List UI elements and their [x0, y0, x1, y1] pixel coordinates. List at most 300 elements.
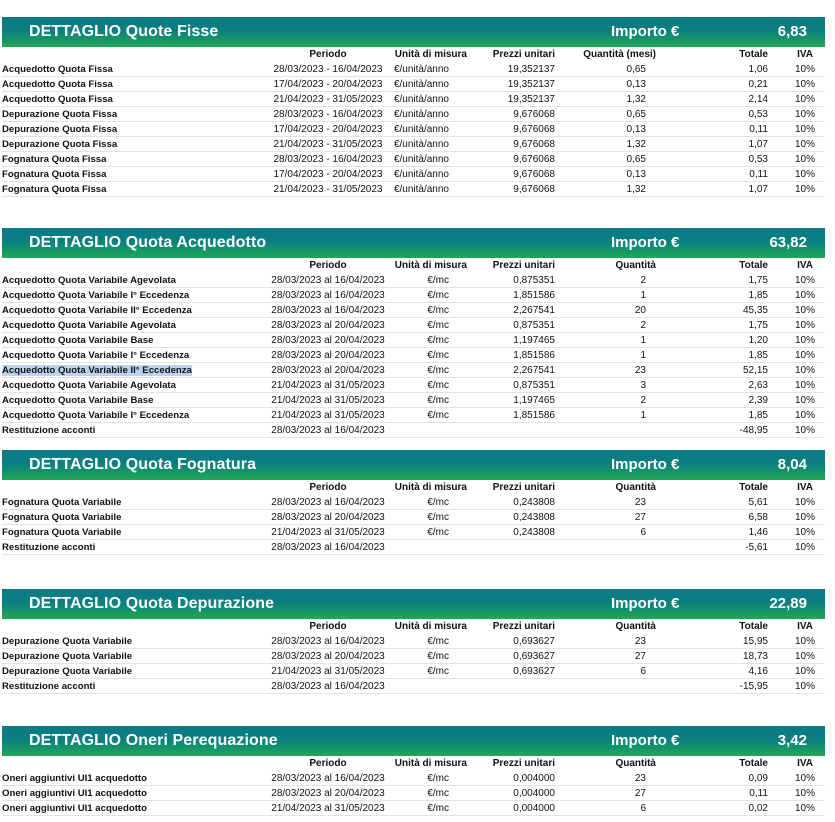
- row-quantita: 1: [577, 333, 674, 348]
- section-quote-fisse: [0, 17, 835, 197]
- row-description-text: Fognatura Quota Variabile: [2, 511, 122, 523]
- row-periodo: 28/03/2023 al 16/04/2023: [207, 423, 387, 438]
- importo-value: 22,89: [769, 595, 807, 612]
- row-description-text: Depurazione Quota Variabile: [2, 665, 133, 677]
- importo-label: Importo €: [611, 23, 680, 40]
- row-unita: €/mc: [387, 510, 477, 525]
- row-unita: €/unità/anno: [387, 152, 477, 167]
- row-totale: 1,75: [674, 273, 774, 288]
- row-iva: 10%: [774, 122, 825, 137]
- row-totale: 2,14: [674, 92, 774, 107]
- table-row: [2, 664, 825, 679]
- row-description: [2, 348, 207, 363]
- row-iva: 10%: [774, 288, 825, 303]
- table-row: [2, 152, 825, 167]
- row-description: [2, 786, 207, 801]
- col-header-unita: Unità di misura: [394, 49, 467, 60]
- detail-table: [2, 756, 825, 816]
- row-totale: 45,35: [674, 303, 774, 318]
- row-quantita: 0,13: [577, 122, 674, 137]
- row-quantita: 23: [577, 771, 674, 786]
- row-iva: 10%: [774, 786, 825, 801]
- row-totale: 1,85: [674, 348, 774, 363]
- col-header-descrizione: [2, 258, 207, 273]
- row-quantita: 2: [577, 318, 674, 333]
- row-periodo: 28/03/2023 al 20/04/2023: [207, 333, 387, 348]
- col-header-iva: IVA: [797, 621, 813, 632]
- row-prezzo: 1,851586: [477, 408, 577, 423]
- row-unita: €/mc: [387, 771, 477, 786]
- row-prezzo: 0,004000: [477, 771, 577, 786]
- row-periodo: 28/03/2023 al 16/04/2023: [207, 303, 387, 318]
- row-periodo: 21/04/2023 al 31/05/2023: [207, 525, 387, 540]
- row-unita: €/mc: [387, 303, 477, 318]
- col-header-periodo: Periodo: [309, 482, 347, 493]
- section-quota-acquedotto: [0, 228, 835, 438]
- row-totale: 1,20: [674, 333, 774, 348]
- col-header-periodo: Periodo: [309, 260, 347, 271]
- section-header: [2, 17, 825, 47]
- col-header-prezzi: Prezzi unitari: [492, 260, 555, 271]
- row-prezzo: 9,676068: [477, 107, 577, 122]
- row-iva: 10%: [774, 92, 825, 107]
- row-periodo: 21/04/2023 - 31/05/2023: [207, 182, 387, 197]
- row-periodo: 21/04/2023 al 31/05/2023: [207, 801, 387, 816]
- row-iva: 10%: [774, 152, 825, 167]
- row-totale: 4,16: [674, 664, 774, 679]
- row-description-text: Depurazione Quota Variabile: [2, 650, 133, 662]
- section-quota-depurazione: [0, 589, 835, 694]
- row-description: [2, 288, 207, 303]
- row-periodo: 28/03/2023 al 20/04/2023: [207, 649, 387, 664]
- table-row: [2, 182, 825, 197]
- row-description-text: Acquedotto Quota Variabile II° Eccedenza: [2, 364, 192, 376]
- row-totale: 0,09: [674, 771, 774, 786]
- row-description-text: Depurazione Quota Fissa: [2, 138, 118, 150]
- row-quantita: [577, 679, 674, 694]
- row-quantita: 1,32: [577, 92, 674, 107]
- col-header-prezzi: Prezzi unitari: [492, 482, 555, 493]
- row-totale: 2,39: [674, 393, 774, 408]
- section-title: DETTAGLIO Oneri Perequazione: [29, 732, 278, 749]
- row-periodo: 28/03/2023 al 16/04/2023: [207, 273, 387, 288]
- row-totale: 0,21: [674, 77, 774, 92]
- section-title: DETTAGLIO Quote Fisse: [29, 23, 219, 40]
- table-row: [2, 649, 825, 664]
- row-periodo: 28/03/2023 al 16/04/2023: [207, 288, 387, 303]
- row-description: [2, 77, 207, 92]
- row-unita: €/unità/anno: [387, 182, 477, 197]
- row-unita: €/unità/anno: [387, 137, 477, 152]
- row-iva: 10%: [774, 679, 825, 694]
- row-description: [2, 273, 207, 288]
- row-description-text: Fognatura Quota Fissa: [2, 183, 107, 195]
- row-quantita: 23: [577, 495, 674, 510]
- row-unita: €/mc: [387, 664, 477, 679]
- col-header-quantita: Quantità: [615, 260, 656, 271]
- importo-value: 6,83: [777, 23, 807, 40]
- row-description-text: Fognatura Quota Fissa: [2, 168, 107, 180]
- row-iva: 10%: [774, 525, 825, 540]
- row-prezzo: 0,693627: [477, 634, 577, 649]
- row-periodo: 28/03/2023 - 16/04/2023: [207, 107, 387, 122]
- row-unita: €/mc: [387, 363, 477, 378]
- row-quantita: [577, 540, 674, 555]
- section-title: DETTAGLIO Quota Depurazione: [29, 595, 275, 612]
- row-iva: 10%: [774, 801, 825, 816]
- row-prezzo: 0,004000: [477, 786, 577, 801]
- col-header-unita: Unità di misura: [394, 260, 467, 271]
- row-prezzo: 19,352137: [477, 92, 577, 107]
- row-totale: 1,46: [674, 525, 774, 540]
- row-description: [2, 801, 207, 816]
- row-unita: €/unità/anno: [387, 167, 477, 182]
- importo-value: 8,04: [777, 456, 807, 473]
- col-header-iva: IVA: [797, 758, 813, 769]
- section-header: [2, 228, 825, 258]
- row-unita: €/mc: [387, 273, 477, 288]
- row-iva: 10%: [774, 408, 825, 423]
- row-quantita: 1,32: [577, 182, 674, 197]
- row-description-text: Depurazione Quota Variabile: [2, 635, 133, 647]
- col-header-descrizione: [2, 47, 207, 62]
- row-iva: 10%: [774, 318, 825, 333]
- row-description: [2, 107, 207, 122]
- table-row: [2, 107, 825, 122]
- row-totale: 0,11: [674, 122, 774, 137]
- row-totale: 1,07: [674, 182, 774, 197]
- row-description-text: Fognatura Quota Variabile: [2, 526, 122, 538]
- row-prezzo: 9,676068: [477, 167, 577, 182]
- row-description-text: Acquedotto Quota Fissa: [2, 93, 113, 105]
- section-quota-fognatura: [0, 450, 835, 555]
- row-periodo: 17/04/2023 - 20/04/2023: [207, 77, 387, 92]
- row-unita: €/mc: [387, 801, 477, 816]
- row-unita: €/mc: [387, 634, 477, 649]
- row-quantita: 0,13: [577, 77, 674, 92]
- row-unita: €/mc: [387, 408, 477, 423]
- row-totale: -5,61: [674, 540, 774, 555]
- row-iva: 10%: [774, 495, 825, 510]
- row-prezzo: 0,875351: [477, 318, 577, 333]
- section-oneri-perequazione: [0, 726, 835, 816]
- row-description: [2, 182, 207, 197]
- row-periodo: 28/03/2023 - 16/04/2023: [207, 62, 387, 77]
- row-unita: [387, 540, 477, 555]
- row-periodo: 28/03/2023 al 16/04/2023: [207, 540, 387, 555]
- row-quantita: 1: [577, 288, 674, 303]
- row-quantita: 0,65: [577, 152, 674, 167]
- row-description: [2, 333, 207, 348]
- col-header-iva: IVA: [797, 482, 813, 493]
- row-periodo: 17/04/2023 - 20/04/2023: [207, 122, 387, 137]
- row-unita: [387, 423, 477, 438]
- row-totale: 1,85: [674, 288, 774, 303]
- row-description: [2, 649, 207, 664]
- row-prezzo: 0,693627: [477, 649, 577, 664]
- row-quantita: 27: [577, 510, 674, 525]
- row-description: [2, 664, 207, 679]
- row-prezzo: 0,875351: [477, 273, 577, 288]
- row-prezzo: 0,243808: [477, 510, 577, 525]
- row-iva: 10%: [774, 333, 825, 348]
- table-row: [2, 801, 825, 816]
- row-description-text: Acquedotto Quota Variabile I° Eccedenza: [2, 289, 190, 301]
- row-quantita: [577, 423, 674, 438]
- col-header-periodo: Periodo: [309, 621, 347, 632]
- row-periodo: 21/04/2023 - 31/05/2023: [207, 92, 387, 107]
- row-periodo: 28/03/2023 al 20/04/2023: [207, 510, 387, 525]
- table-row: [2, 318, 825, 333]
- row-unita: €/mc: [387, 525, 477, 540]
- row-totale: 15,95: [674, 634, 774, 649]
- row-periodo: 28/03/2023 al 20/04/2023: [207, 348, 387, 363]
- row-quantita: 27: [577, 649, 674, 664]
- col-header-totale: Totale: [739, 49, 768, 60]
- row-description: [2, 679, 207, 694]
- row-totale: 5,61: [674, 495, 774, 510]
- row-description: [2, 122, 207, 137]
- row-description-text: Acquedotto Quota Variabile II° Eccedenza: [2, 304, 192, 316]
- row-description-text: Fognatura Quota Fissa: [2, 153, 107, 165]
- importo-value: 3,42: [777, 732, 807, 749]
- table-header-row: [2, 47, 825, 62]
- table-row: [2, 679, 825, 694]
- table-header-row: [2, 619, 825, 634]
- row-quantita: 2: [577, 393, 674, 408]
- row-description: [2, 525, 207, 540]
- table-row: [2, 393, 825, 408]
- importo-label: Importo €: [611, 595, 680, 612]
- table-header-row: [2, 258, 825, 273]
- row-prezzo: 9,676068: [477, 152, 577, 167]
- row-totale: -15,95: [674, 679, 774, 694]
- table-row: [2, 333, 825, 348]
- row-description-text: Depurazione Quota Fissa: [2, 108, 118, 120]
- row-periodo: 28/03/2023 al 20/04/2023: [207, 318, 387, 333]
- row-unita: €/mc: [387, 288, 477, 303]
- row-totale: 0,53: [674, 107, 774, 122]
- row-prezzo: 9,676068: [477, 122, 577, 137]
- row-description-text: Restituzione acconti: [2, 424, 96, 436]
- row-prezzo: 9,676068: [477, 137, 577, 152]
- row-totale: 18,73: [674, 649, 774, 664]
- row-description: [2, 378, 207, 393]
- row-prezzo: 19,352137: [477, 62, 577, 77]
- importo-label: Importo €: [611, 456, 680, 473]
- row-iva: 10%: [774, 393, 825, 408]
- row-unita: €/mc: [387, 393, 477, 408]
- table-row: [2, 288, 825, 303]
- row-prezzo: 0,243808: [477, 495, 577, 510]
- row-quantita: 6: [577, 801, 674, 816]
- row-iva: 10%: [774, 62, 825, 77]
- row-description-text: Acquedotto Quota Fissa: [2, 78, 113, 90]
- table-row: [2, 634, 825, 649]
- row-quantita: 1,32: [577, 137, 674, 152]
- table-row: [2, 137, 825, 152]
- row-prezzo: 2,267541: [477, 363, 577, 378]
- row-iva: 10%: [774, 167, 825, 182]
- col-header-descrizione: [2, 756, 207, 771]
- row-unita: €/mc: [387, 649, 477, 664]
- col-header-iva: IVA: [797, 49, 813, 60]
- row-description-text: Acquedotto Quota Variabile Agevolata: [2, 379, 176, 391]
- col-header-descrizione: [2, 480, 207, 495]
- col-header-totale: Totale: [739, 621, 768, 632]
- table-row: [2, 92, 825, 107]
- row-totale: 0,11: [674, 786, 774, 801]
- row-unita: €/unità/anno: [387, 107, 477, 122]
- row-periodo: 21/04/2023 - 31/05/2023: [207, 137, 387, 152]
- row-unita: €/mc: [387, 333, 477, 348]
- row-prezzo: 0,875351: [477, 378, 577, 393]
- row-periodo: 21/04/2023 al 31/05/2023: [207, 393, 387, 408]
- row-description: [2, 771, 207, 786]
- row-description-text: Acquedotto Quota Variabile Base: [2, 394, 154, 406]
- row-quantita: 3: [577, 378, 674, 393]
- row-totale: 6,58: [674, 510, 774, 525]
- row-prezzo: 19,352137: [477, 77, 577, 92]
- row-description: [2, 363, 207, 378]
- row-quantita: 1: [577, 408, 674, 423]
- row-quantita: 23: [577, 634, 674, 649]
- col-header-quantita: Quantità: [615, 621, 656, 632]
- importo-label: Importo €: [611, 234, 680, 251]
- row-unita: €/unità/anno: [387, 122, 477, 137]
- row-description: [2, 152, 207, 167]
- row-iva: 10%: [774, 378, 825, 393]
- row-iva: 10%: [774, 423, 825, 438]
- col-header-unita: Unità di misura: [394, 482, 467, 493]
- row-prezzo: 0,004000: [477, 801, 577, 816]
- row-periodo: 28/03/2023 al 16/04/2023: [207, 679, 387, 694]
- row-description-text: Acquedotto Quota Variabile Base: [2, 334, 154, 346]
- row-totale: 0,53: [674, 152, 774, 167]
- table-row: [2, 423, 825, 438]
- row-periodo: 28/03/2023 al 20/04/2023: [207, 786, 387, 801]
- row-quantita: 20: [577, 303, 674, 318]
- row-iva: 10%: [774, 273, 825, 288]
- row-quantita: 6: [577, 664, 674, 679]
- row-unita: €/mc: [387, 786, 477, 801]
- section-title: DETTAGLIO Quota Acquedotto: [29, 234, 267, 251]
- detail-table: [2, 619, 825, 694]
- row-quantita: 23: [577, 363, 674, 378]
- row-iva: 10%: [774, 303, 825, 318]
- table-row: [2, 122, 825, 137]
- row-totale: -48,95: [674, 423, 774, 438]
- row-iva: 10%: [774, 510, 825, 525]
- row-totale: 2,63: [674, 378, 774, 393]
- table-row: [2, 771, 825, 786]
- row-unita: €/mc: [387, 495, 477, 510]
- row-totale: 1,85: [674, 408, 774, 423]
- row-iva: 10%: [774, 348, 825, 363]
- section-header: [2, 589, 825, 619]
- row-iva: 10%: [774, 664, 825, 679]
- row-description: [2, 634, 207, 649]
- row-totale: 1,06: [674, 62, 774, 77]
- table-row: [2, 510, 825, 525]
- table-row: [2, 378, 825, 393]
- col-header-totale: Totale: [739, 260, 768, 271]
- importo-label: Importo €: [611, 732, 680, 749]
- row-iva: 10%: [774, 363, 825, 378]
- table-header-row: [2, 756, 825, 771]
- row-periodo: 17/04/2023 - 20/04/2023: [207, 167, 387, 182]
- row-periodo: 28/03/2023 al 16/04/2023: [207, 495, 387, 510]
- row-quantita: 6: [577, 525, 674, 540]
- table-row: [2, 77, 825, 92]
- row-description-text: Oneri aggiuntivi UI1 acquedotto: [2, 802, 147, 814]
- col-header-quantita: Quantità (mesi): [583, 49, 656, 60]
- col-header-prezzi: Prezzi unitari: [492, 758, 555, 769]
- row-iva: 10%: [774, 182, 825, 197]
- row-description-text: Acquedotto Quota Variabile I° Eccedenza: [2, 349, 190, 361]
- row-totale: 1,75: [674, 318, 774, 333]
- row-quantita: 0,13: [577, 167, 674, 182]
- row-description: [2, 423, 207, 438]
- row-quantita: 0,65: [577, 107, 674, 122]
- table-row: [2, 62, 825, 77]
- row-description: [2, 540, 207, 555]
- row-description-text: Acquedotto Quota Fissa: [2, 63, 113, 75]
- col-header-totale: Totale: [739, 758, 768, 769]
- col-header-totale: Totale: [739, 482, 768, 493]
- col-header-periodo: Periodo: [309, 49, 347, 60]
- table-row: [2, 525, 825, 540]
- col-header-quantita: Quantità: [615, 482, 656, 493]
- row-totale: 0,02: [674, 801, 774, 816]
- row-unita: €/unità/anno: [387, 92, 477, 107]
- table-row: [2, 540, 825, 555]
- row-description: [2, 495, 207, 510]
- row-periodo: 21/04/2023 al 31/05/2023: [207, 408, 387, 423]
- col-header-unita: Unità di misura: [394, 621, 467, 632]
- section-header: [2, 450, 825, 480]
- row-description: [2, 393, 207, 408]
- row-description-text: Acquedotto Quota Variabile Agevolata: [2, 274, 176, 286]
- row-quantita: 0,65: [577, 62, 674, 77]
- importo-value: 63,82: [769, 234, 807, 251]
- row-prezzo: [477, 540, 577, 555]
- row-description-text: Fognatura Quota Variabile: [2, 496, 122, 508]
- col-header-prezzi: Prezzi unitari: [492, 49, 555, 60]
- table-row: [2, 273, 825, 288]
- row-totale: 0,11: [674, 167, 774, 182]
- row-prezzo: 1,851586: [477, 348, 577, 363]
- row-prezzo: [477, 423, 577, 438]
- row-iva: 10%: [774, 634, 825, 649]
- row-prezzo: 1,851586: [477, 288, 577, 303]
- detail-table: [2, 480, 825, 555]
- col-header-iva: IVA: [797, 260, 813, 271]
- row-description-text: Restituzione acconti: [2, 541, 96, 553]
- row-totale: 52,15: [674, 363, 774, 378]
- row-periodo: 28/03/2023 - 16/04/2023: [207, 152, 387, 167]
- row-periodo: 21/04/2023 al 31/05/2023: [207, 664, 387, 679]
- row-unita: [387, 679, 477, 694]
- table-row: [2, 786, 825, 801]
- col-header-prezzi: Prezzi unitari: [492, 621, 555, 632]
- section-title: DETTAGLIO Quota Fognatura: [29, 456, 257, 473]
- row-unita: €/mc: [387, 348, 477, 363]
- row-iva: 10%: [774, 77, 825, 92]
- row-prezzo: 1,197465: [477, 393, 577, 408]
- detail-table: [2, 258, 825, 438]
- row-description: [2, 303, 207, 318]
